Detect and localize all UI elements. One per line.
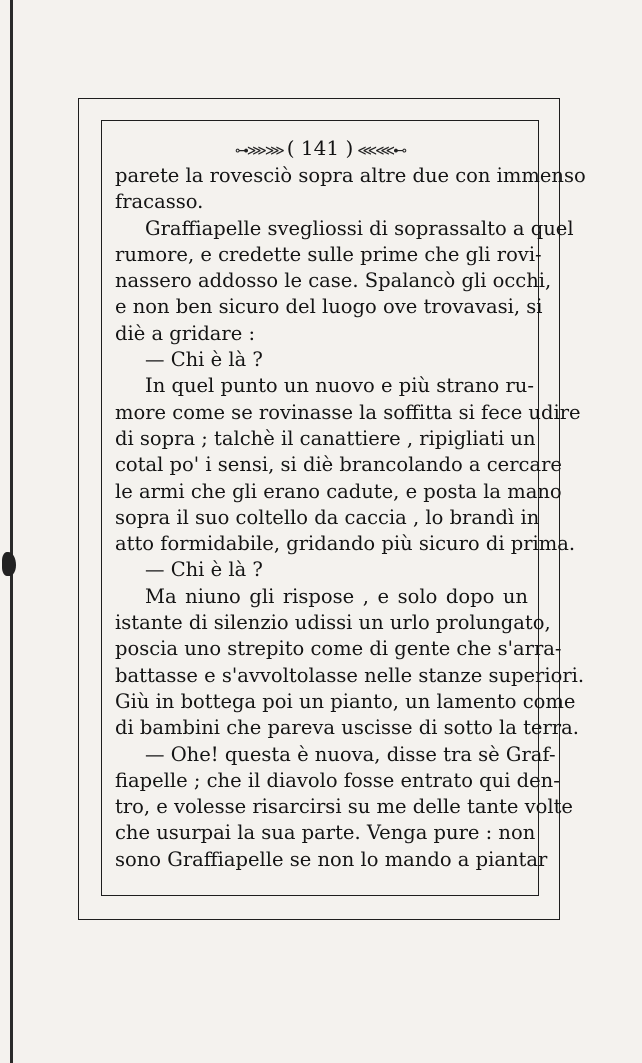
text-line: poscia uno strepito come di gente che s'arra-: [115, 637, 562, 661]
page-body: [115, 163, 586, 873]
text-line: sono Graffiapelle se non lo mando a piantar: [115, 847, 548, 871]
text-line: di bambini che pareva uscisse di sotto la terra.: [115, 716, 579, 740]
text-line: fiapelle ; che il diavolo fosse entrato qui den-: [115, 768, 560, 792]
text-line: battasse e s'avvoltolasse nelle stanze superiori.: [115, 663, 585, 687]
ornament-right-icon: ⋘⋘⊷: [357, 143, 406, 159]
text-line: Graffiapelle svegliossi di soprassalto a quel: [145, 216, 574, 240]
ink-speck: [2, 552, 16, 576]
text-line: che usurpai la sua parte. Venga pure : non: [115, 821, 536, 845]
text-line: fracasso.: [115, 190, 204, 214]
text-line: sopra il suo coltello da caccia , lo brandì in: [115, 505, 540, 529]
text-line: le armi che gli erano cadute, e posta la mano: [115, 479, 562, 503]
text-line: rumore, e credette sulle prime che gli rovi-: [115, 242, 542, 266]
text-line: Ma niuno gli rispose , e solo dopo un: [145, 584, 528, 608]
text-line: nassero addosso le case. Spalancò gli occhi,: [115, 269, 552, 293]
text-line: diè a gridare :: [115, 321, 256, 345]
text-line: — Chi è là ?: [145, 348, 263, 372]
text-line: — Chi è là ?: [145, 558, 263, 582]
ornament-left-icon: ⊶⋙⋙: [234, 143, 283, 159]
book-spine-edge: [10, 0, 13, 1063]
text-line: — Ohe! questa è nuova, disse tra sè Graf-: [145, 742, 556, 766]
text-line: e non ben sicuro del luogo ove trovavasi, si: [115, 295, 543, 319]
text-line: In quel punto un nuovo e più strano ru-: [145, 374, 534, 398]
text-line: cotal po' i sensi, si diè brancolando a cercare: [115, 453, 562, 477]
text-line: istante di silenzio udissi un urlo prolungato,: [115, 611, 551, 635]
text-line: tro, e volesse risarcirsi su me delle tante volte: [115, 795, 573, 819]
text-line: atto formidabile, gridando più sicuro di prima.: [115, 532, 576, 556]
text-line: di sopra ; talchè il canattiere , ripigliati un: [115, 426, 536, 450]
text-line: Giù in bottega poi un pianto, un lamento come: [115, 689, 576, 713]
text-line: more come se rovinasse la soffitta si fece udire: [115, 400, 581, 424]
text-line: parete la rovesciò sopra altre due con immenso: [115, 164, 586, 187]
page-header: [101, 133, 539, 163]
page-number: ( 141 ): [286, 136, 354, 160]
